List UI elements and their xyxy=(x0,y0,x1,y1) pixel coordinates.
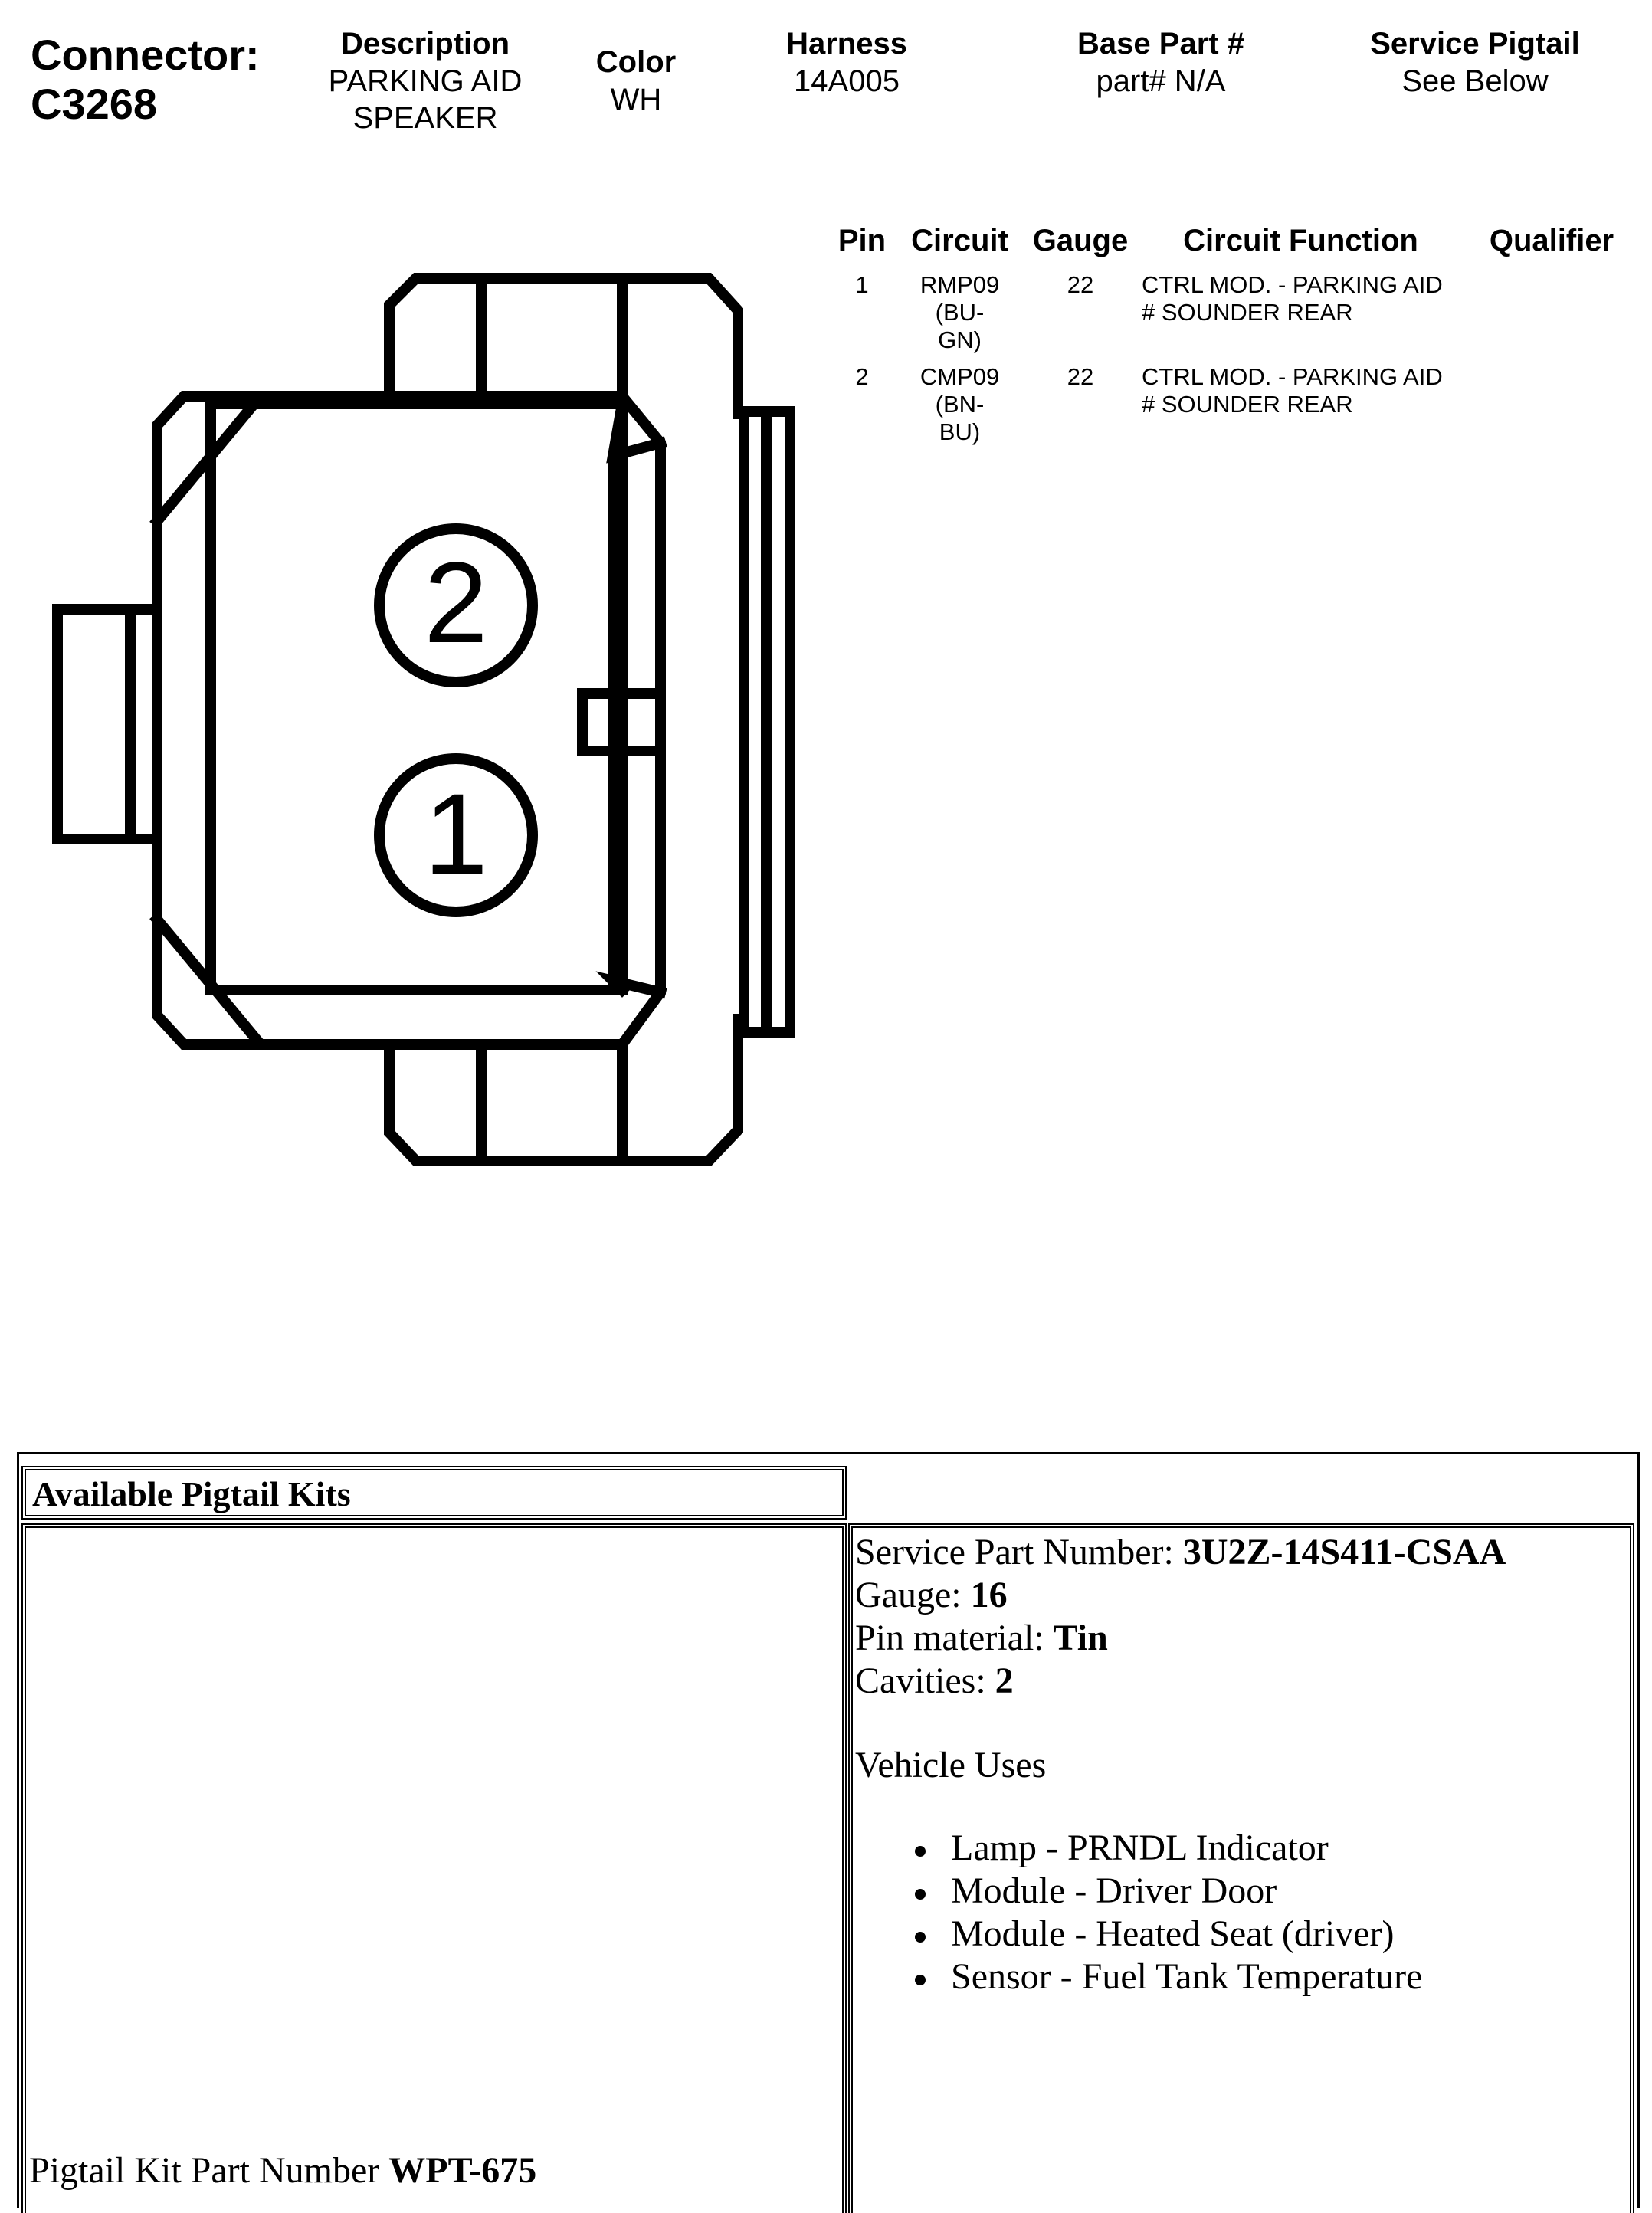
vehicle-uses-list xyxy=(855,1827,1506,1998)
description-label: Description xyxy=(340,27,510,61)
gauge-cell: 22 xyxy=(1067,271,1094,298)
pigtail-kit-part-number xyxy=(29,2149,536,2192)
kit-part-label: Pigtail Kit Part Number xyxy=(29,2150,380,2191)
function-line1: CTRL MOD. - PARKING AID xyxy=(1142,271,1443,298)
base-part-label: Base Part # xyxy=(1077,27,1244,61)
pin-material-label: Pin material: xyxy=(855,1618,1044,1658)
left-tab xyxy=(57,609,157,839)
column-header-pin: Pin xyxy=(837,224,887,257)
function-line2: # SOUNDER REAR xyxy=(1142,391,1353,418)
list-item: Module - Driver Door xyxy=(855,1870,1506,1913)
service-part-label: Service Part Number: xyxy=(855,1532,1174,1572)
table-row xyxy=(828,271,1640,354)
pigtail-kits-title: Available Pigtail Kits xyxy=(21,1466,847,1520)
gauge-cell: 22 xyxy=(1067,363,1094,390)
pigtail-image-cell xyxy=(21,1523,847,2213)
table-row xyxy=(828,363,1640,446)
harness-value: 14A005 xyxy=(794,64,900,98)
connector-id: C3268 xyxy=(31,80,158,128)
column-header-circuit: Circuit xyxy=(911,224,1008,257)
column-header-gauge: Gauge xyxy=(1032,224,1129,257)
pigtail-details xyxy=(855,1531,1506,1998)
column-header-qualifier: Qualifier xyxy=(1489,224,1614,257)
connector-face-diagram xyxy=(0,0,843,1195)
base-part-column xyxy=(1046,25,1276,100)
pin-table-header xyxy=(828,218,1640,264)
list-item: Lamp - PRNDL Indicator xyxy=(855,1827,1506,1870)
cavities-label: Cavities: xyxy=(855,1661,986,1701)
latch-tooth-bottom xyxy=(613,981,660,992)
pin-number: 2 xyxy=(855,363,869,390)
color-label: Color xyxy=(595,45,677,79)
service-part-number-line xyxy=(855,1531,1506,1574)
function-line2: # SOUNDER REAR xyxy=(1142,299,1353,326)
description-value-line1: PARKING AID xyxy=(328,64,523,98)
circuit-cell xyxy=(896,271,1023,354)
circuit-line1: CMP09 (BN- xyxy=(919,363,1000,418)
vehicle-uses-title: Vehicle Uses xyxy=(855,1745,1047,1785)
list-item: Sensor - Fuel Tank Temperature xyxy=(855,1956,1506,1998)
circuit-line2: GN) xyxy=(938,326,982,353)
description-value-line2: SPEAKER xyxy=(352,101,498,135)
cavities-value: 2 xyxy=(995,1661,1014,1701)
circuit-function-cell xyxy=(1138,363,1464,446)
pin-material-value: Tin xyxy=(1053,1618,1108,1658)
connector-label: Connector: xyxy=(31,31,260,79)
pin-2-label: 2 xyxy=(424,538,488,667)
circuit-line2: BU) xyxy=(939,418,981,445)
service-pigtail-column xyxy=(1349,25,1601,100)
color-value: WH xyxy=(610,83,662,116)
qualifier-cell xyxy=(1464,271,1640,354)
pin-number: 1 xyxy=(855,271,869,298)
pin-1-label: 1 xyxy=(424,769,488,898)
service-pigtail-label: Service Pigtail xyxy=(1370,27,1580,61)
circuit-cell xyxy=(896,363,1023,446)
gauge-value: 16 xyxy=(970,1575,1008,1615)
list-item: Module - Heated Seat (driver) xyxy=(855,1913,1506,1956)
service-pigtail-value: See Below xyxy=(1401,64,1549,98)
gauge-line xyxy=(855,1574,1506,1617)
function-line1: CTRL MOD. - PARKING AID xyxy=(1142,363,1443,390)
circuit-function-cell xyxy=(1138,271,1464,354)
column-header-circuit-function: Circuit Function xyxy=(1183,224,1418,257)
cavities-line xyxy=(855,1660,1506,1703)
service-part-value: 3U2Z-14S411-CSAA xyxy=(1182,1532,1506,1572)
gauge-label: Gauge: xyxy=(855,1575,962,1615)
harness-label: Harness xyxy=(786,27,907,61)
base-part-value: part# N/A xyxy=(1096,64,1226,98)
circuit-line1: RMP09 (BU- xyxy=(919,271,1000,326)
pin-material-line xyxy=(855,1617,1506,1660)
kit-part-value: WPT-675 xyxy=(388,2150,537,2191)
pin-table xyxy=(828,218,1640,455)
qualifier-cell xyxy=(1464,363,1640,446)
